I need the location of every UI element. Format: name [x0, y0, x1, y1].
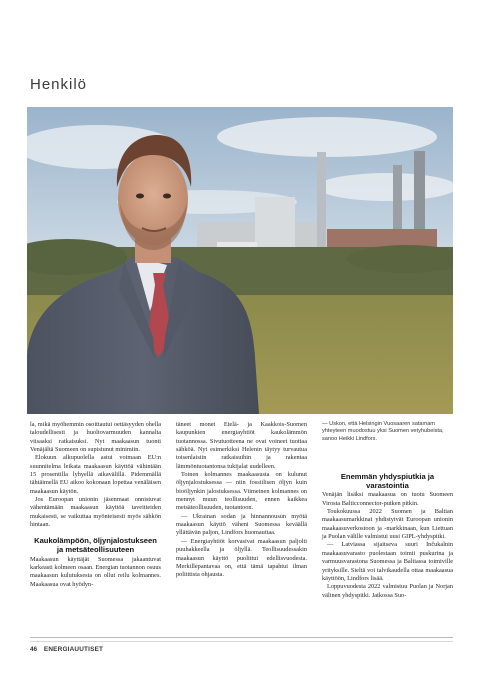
paragraph: — Energiayhtiöt korvasivat maakaasun paljolti puuhakkeella ja öljyllä. Teollisuudessakin maakaasun käyttö puolittui edellisvuodesta. Merkillepantavaa on, että tämä tapahtui ilman poliittista ohjausta.: [176, 537, 307, 579]
subheading: Kaukolämpöön, öljynjalostukseen ja metsäteollisuuteen: [34, 536, 157, 555]
paragraph: la, mikä myöhemmin osoittautui oettäsyyden ohella taloudellisesti ja huoltovarmuuden kannalta viisaaksi ratkaisuksi. Nyt maakaasun tuonti Venäjältä Suomeen on supistunut minimiin.: [30, 421, 161, 454]
footer-rule-thin: [30, 641, 453, 642]
text-column-3: [322, 421, 453, 600]
page-number: 46: [30, 646, 38, 653]
photo-caption: — Uskon, että Helsingin Vuosaaren satamam yhteyteen muodostuu yksi Suomen vetyhubeista, sanoo Heikki Lindfors.: [322, 421, 444, 442]
paragraph: täneet monet Etelä- ja Kaakkois-Suomen kaupunkien energiayhtiöt kaukolämmön tuotannossa. Sivutuotteena ne ovat voineet tuottaa sähköä. Nyt esimerkiksi Helenin täytyy turvautua toisenlaisiin ratkaisuihin ja rakentaa lämmöntuotantonsa tukijalat uudelleen.: [176, 421, 307, 470]
paragraph: Elokuun alkupuolella astui voimaan EU:n suunnitelma leikata maakaasun käyttöä vähintään 15 prosentilla lyhyellä aikavälillä. Pidemmällä tähtäimellä EU aikoo kokonaan lopettaa venäläisen maakaasun käytön.: [30, 454, 161, 495]
paragraph: Maakaasun käyttäjät Suomessa jakaantuvat karkeasti kolmeen osaan. Energian tuotannon osuus maakaasun kulutuksesta on ollut reilu kolmannes. Maakaasua ovat hyödyn-: [30, 555, 161, 588]
paragraph: Jos Euroopan unionin jäsenmaat onnistuvat vähentämään maakaasun käyttöä taveitteiden mukaisesti, se vaikuttaa myönteisesti myös sähkön hintaan.: [30, 496, 161, 529]
page-footer: [30, 646, 103, 653]
paragraph: — Ukrainan sodan ja hinnannousun myötä maakaasun käyttö väheni Suomessa keväällä yllättävän paljon, Lindfors huomauttaa.: [176, 512, 307, 537]
text-column-1: [30, 421, 161, 589]
paragraph: Loppuvuodesta 2022 valmistuu Puolan ja Norjan välinen yhdyspitki. Jatkossa Suo-: [322, 583, 453, 599]
portrait-photo: [27, 107, 453, 414]
paragraph: — Latviassa sijaitseva suuri Inčukalnin maakaasuvarasto puolestaan toimii puskurina ja varmuusvarastona Suomessa ja Baltiassa toimiville yrityksille. Sieltä voi talvikaudella ottaa maakaasua käyttöön, Lindfors lisää.: [322, 541, 453, 582]
paragraph: Toinen kolmannes maakaasusta on kulunut öljynjalostuksessa — niin fossiilisen öljyn kuin bioöljynkin jalostuksessa. Viimeinen kolmannes on mennyt muun teollisuuden, ennen kaikkea metsäteollisuuden, tuotantoon.: [176, 471, 307, 512]
text-column-2: [176, 421, 307, 580]
paragraph: Venäjän lisäksi maakaasua on tuotu Suomeen Virosta Balticconnector-putken pitkin.: [322, 491, 453, 507]
section-label: Henkilö: [30, 76, 88, 93]
magazine-name: ENERGIAUUTISET: [43, 646, 104, 653]
paragraph: Toukokuussa 2022 Suomen ja Baltian maakaasumarkkinat yhdistyivät Euroopan unionin maakaasuverkostoon ja -markkinaan, kun Liettuan ja Puolan välille valmistui uusi GIPL-yhdyspitki.: [322, 508, 453, 541]
footer-rule: [30, 637, 453, 638]
subheading: Enemmän yhdyspiutkia ja varastointia: [340, 472, 435, 490]
